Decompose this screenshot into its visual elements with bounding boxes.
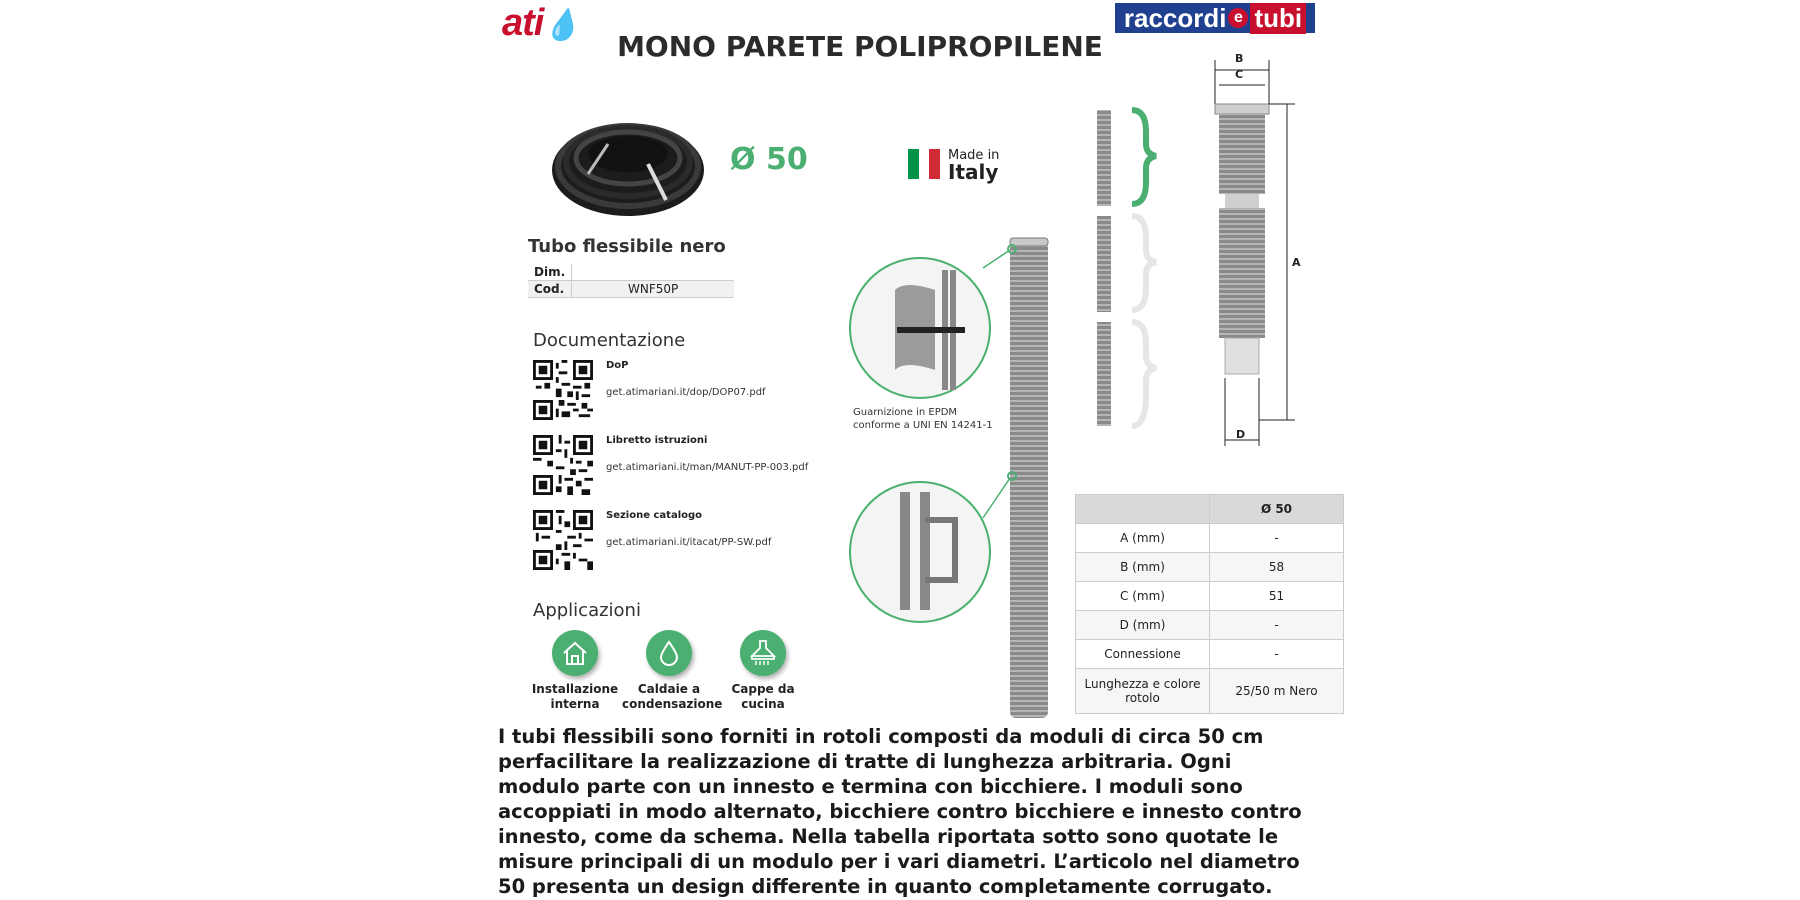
- hood-icon: [748, 638, 778, 668]
- drop-icon: [654, 638, 684, 668]
- doc-item-title: DoP: [606, 360, 629, 371]
- spec-table: [1075, 494, 1344, 714]
- spec-row: Connessione -: [1076, 640, 1344, 669]
- spec-row: Lunghezza e colore rotolo 25/50 m Nero: [1076, 669, 1344, 714]
- spec-row: C (mm) 51: [1076, 582, 1344, 611]
- doc-item-title: Libretto istruzioni: [606, 435, 708, 446]
- doc-item-url[interactable]: get.atimariani.it/itacat/PP-SW.pdf: [606, 537, 772, 548]
- spec-header-row: Ø 50: [1076, 495, 1344, 524]
- doc-item-title: Sezione catalogo: [606, 510, 703, 521]
- qr-code-icon[interactable]: [533, 510, 593, 570]
- applicazioni-title: Applicazioni: [533, 600, 641, 621]
- spec-row: D (mm) -: [1076, 611, 1344, 640]
- spec-row: B (mm) 58: [1076, 553, 1344, 582]
- dim-label-d: D: [1236, 428, 1246, 441]
- ati-logo: ati💧: [502, 2, 580, 44]
- qr-code-icon[interactable]: [533, 435, 593, 495]
- app-caldaie-condensazione: Caldaie a condensazione: [622, 630, 716, 712]
- dim-label-b: B: [1235, 52, 1244, 65]
- doc-item-url[interactable]: get.atimariani.it/man/MANUT-PP-003.pdf: [606, 462, 809, 473]
- doc-item-dop[interactable]: [533, 360, 766, 420]
- house-icon: [560, 638, 590, 668]
- dim-label-c: C: [1235, 68, 1244, 81]
- module-dimension-drawing: [1205, 48, 1315, 448]
- module-schema: [1090, 104, 1170, 434]
- raccordi-e-tubi-logo: raccordi e tubi: [1115, 3, 1315, 33]
- doc-item-catalogo[interactable]: [533, 510, 771, 570]
- app-cappe-cucina: Cappe da cucina: [716, 630, 810, 712]
- drop-icon: 💧: [543, 9, 580, 42]
- diameter-label: Ø 50: [730, 142, 808, 177]
- made-in-italy: Made in Italy: [908, 148, 999, 180]
- gasket-note: Guarnizione in EPDM conforme a UNI EN 14241-1: [853, 407, 993, 431]
- description-paragraph: I tubi flessibili sono forniti in rotoli composti da moduli di circa 50 cm perfacilitare la realizzazione di tratte di lunghezza arbitraria. Ogni modulo parte con un innesto e termina con bicchiere. I moduli sono accoppiati in modo alternato, bicchiere contro bicchiere e innesto contro innesto, come da schema. Nella tabella riportata sotto sono quotate le misure principali di un modulo per i vari diametri. L’articolo nel diametro 50 presenta un design differente in quanto completamente corrugato.: [498, 725, 1302, 898]
- product-table: [528, 264, 734, 298]
- product-row-dim: Dim.: [528, 264, 734, 281]
- doc-item-libretto[interactable]: [533, 435, 808, 495]
- qr-code-icon[interactable]: [533, 360, 593, 420]
- documentazione-title: Documentazione: [533, 330, 686, 351]
- dim-label-a: A: [1292, 256, 1301, 269]
- applications-list: [528, 630, 810, 712]
- page-title: MONO PARETE POLIPROPILENE: [617, 30, 1103, 63]
- spec-row: A (mm) -: [1076, 524, 1344, 553]
- product-name: Tubo flessibile nero: [528, 236, 726, 257]
- product-row-cod: Cod. WNF50P: [528, 281, 734, 298]
- pipe-detail-drawing: [845, 230, 1075, 720]
- app-installazione-interna: Installazione interna: [528, 630, 622, 712]
- coiled-hose-image: [548, 104, 708, 220]
- italy-flag-icon: [908, 149, 940, 179]
- doc-item-url[interactable]: get.atimariani.it/dop/DOP07.pdf: [606, 387, 766, 398]
